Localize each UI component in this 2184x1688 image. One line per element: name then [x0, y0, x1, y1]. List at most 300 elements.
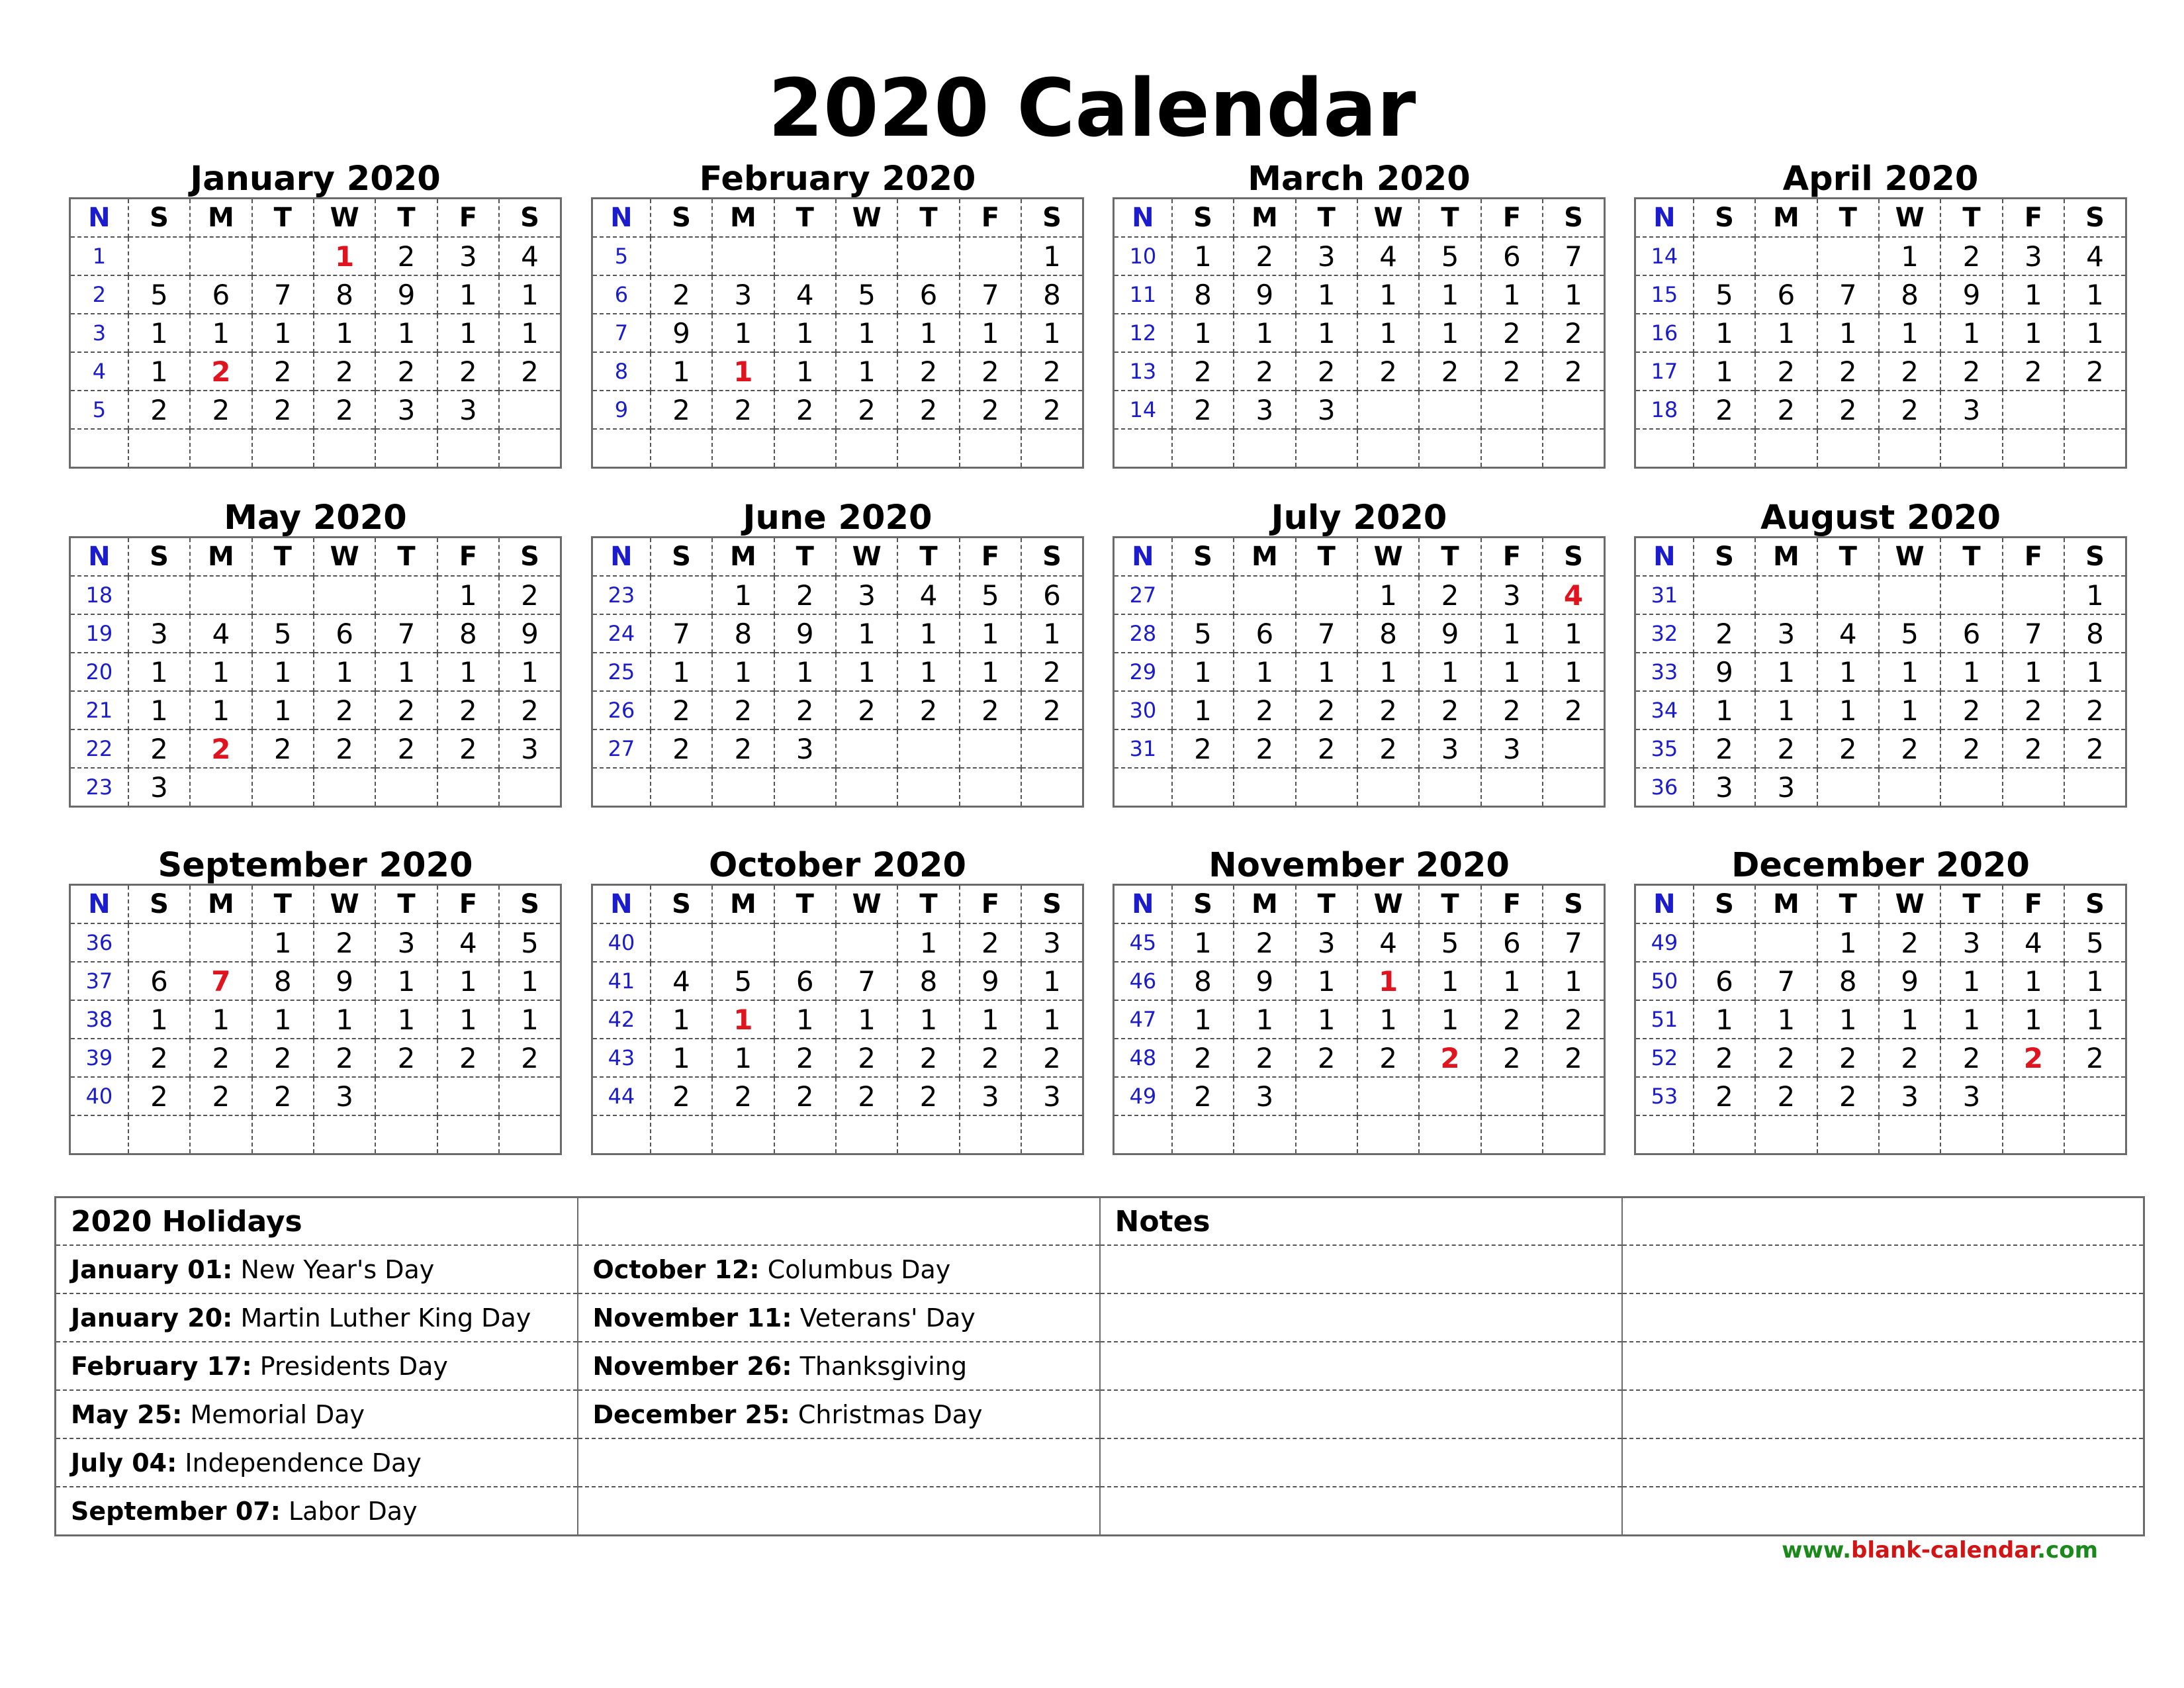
day-cell: 2 [1755, 1077, 1817, 1115]
weekday-header: F [437, 199, 499, 238]
month-block [1113, 845, 1606, 1155]
holidays-heading-blank [578, 1197, 1100, 1246]
weekday-header: M [712, 199, 774, 238]
day-cell: 1 [2064, 314, 2126, 352]
weekday-header: F [1481, 538, 1543, 577]
day-cell: 3 [1940, 923, 2002, 962]
week-number-header: N [1653, 541, 1676, 572]
holiday-date: December 25: [592, 1399, 790, 1429]
week-row [1114, 653, 1605, 691]
day-cell: 1 [1817, 653, 1879, 691]
holiday-date: November 11: [592, 1303, 792, 1333]
weekday-header: W [836, 538, 897, 577]
month-block [591, 498, 1084, 808]
day-cell: 2 [314, 391, 375, 429]
day-cell: 1 [1172, 1000, 1234, 1039]
day-cell: 2 [1879, 1039, 1940, 1077]
day-cell: 1 [1879, 237, 1940, 275]
day-cell: 2 [651, 275, 712, 314]
week-row [592, 391, 1083, 429]
day-cell [1172, 768, 1234, 807]
day-cell: 2 [1234, 729, 1295, 768]
day-cell: 2 [774, 1077, 836, 1115]
week-number: 4 [70, 352, 128, 391]
day-cell [1755, 1115, 1817, 1154]
week-row [1114, 691, 1605, 729]
weekday-header: W [1357, 885, 1419, 924]
day-cell: 2 [836, 1077, 897, 1115]
day-cell: 2 [774, 391, 836, 429]
week-row [70, 962, 561, 1000]
month-grid [591, 197, 1084, 469]
day-cell: 2 [1694, 729, 1755, 768]
notes-line[interactable] [1100, 1293, 1622, 1342]
weekday-header: S [1543, 538, 1604, 577]
day-cell: 6 [190, 275, 251, 314]
month-grid [1634, 536, 2127, 808]
day-cell: 2 [2003, 352, 2064, 391]
day-cell: 1 [1021, 1000, 1083, 1039]
day-cell: 7 [1543, 237, 1604, 275]
week-row [70, 923, 561, 962]
day-cell: 2 [1817, 352, 1879, 391]
day-cell: 2 [1419, 691, 1480, 729]
day-cell: 2 [1172, 1039, 1234, 1077]
day-cell [190, 768, 251, 807]
week-number: 27 [592, 729, 651, 768]
week-number: 18 [70, 576, 128, 614]
month-title: February 2020 [699, 160, 976, 199]
day-cell: 7 [836, 962, 897, 1000]
weekday-header: M [1234, 199, 1295, 238]
notes-line[interactable] [1100, 1245, 1622, 1293]
month-block [69, 845, 562, 1155]
day-cell: 1 [1296, 275, 1357, 314]
week-row [592, 691, 1083, 729]
day-cell: 2 [1755, 1039, 1817, 1077]
day-cell: 2 [651, 1077, 712, 1115]
day-cell: 2 [1755, 729, 1817, 768]
day-cell: 2 [1879, 391, 1940, 429]
holidays-table [54, 1196, 2145, 1536]
day-cell: 4 [897, 576, 959, 614]
day-cell: 1 [1357, 314, 1419, 352]
day-cell: 1 [437, 576, 499, 614]
notes-line[interactable] [1622, 1342, 2144, 1390]
week-number: 21 [70, 691, 128, 729]
day-cell: 1 [1817, 691, 1879, 729]
day-cell: 3 [1755, 768, 1817, 807]
day-cell [1543, 1115, 1604, 1154]
day-cell: 1 [437, 1000, 499, 1039]
weekday-header: T [1296, 885, 1357, 924]
weekday-header: S [1021, 885, 1083, 924]
weekday-header: F [960, 199, 1021, 238]
week-number: 27 [1114, 576, 1172, 614]
week-row [1635, 352, 2126, 391]
day-cell: 9 [375, 275, 437, 314]
day-cell: 2 [499, 352, 561, 391]
week-row [1114, 429, 1605, 468]
day-cell [1234, 1115, 1295, 1154]
day-cell [1296, 1077, 1357, 1115]
day-cell [651, 1115, 712, 1154]
week-number: 10 [1114, 237, 1172, 275]
week-row [1635, 729, 2126, 768]
day-cell: 9 [1234, 275, 1295, 314]
day-cell: 2 [1481, 1000, 1543, 1039]
day-cell: 2 [1481, 691, 1543, 729]
notes-line[interactable] [1622, 1293, 2144, 1342]
week-number-header: N [1132, 889, 1154, 919]
weekday-header: T [897, 538, 959, 577]
holiday-day-cell: 7 [190, 962, 251, 1000]
week-number: 23 [592, 576, 651, 614]
week-row [1635, 576, 2126, 614]
week-row [592, 653, 1083, 691]
day-cell [314, 1115, 375, 1154]
day-cell: 1 [1419, 962, 1480, 1000]
day-cell: 4 [437, 923, 499, 962]
day-cell: 7 [252, 275, 314, 314]
day-cell: 2 [1172, 352, 1234, 391]
holiday-day-cell: 4 [1543, 576, 1604, 614]
week-number: 46 [1114, 962, 1172, 1000]
day-cell [314, 576, 375, 614]
day-cell: 2 [1419, 352, 1480, 391]
week-row [592, 314, 1083, 352]
week-number: 25 [592, 653, 651, 691]
holiday-day-cell: 1 [712, 352, 774, 391]
day-cell [252, 429, 314, 468]
weekday-header: S [1694, 885, 1755, 924]
day-cell [1817, 768, 1879, 807]
weekday-header: M [1755, 199, 1817, 238]
day-cell [960, 237, 1021, 275]
week-row [592, 237, 1083, 275]
day-cell: 4 [190, 614, 251, 653]
day-cell [1940, 1115, 2002, 1154]
day-cell: 1 [252, 691, 314, 729]
day-cell: 2 [2064, 352, 2126, 391]
week-row [1635, 1077, 2126, 1115]
day-cell: 9 [1694, 653, 1755, 691]
weekday-header: W [314, 885, 375, 924]
day-cell: 2 [1879, 352, 1940, 391]
week-number: 24 [592, 614, 651, 653]
weekday-header: T [375, 885, 437, 924]
day-cell: 2 [314, 352, 375, 391]
day-cell [1357, 429, 1419, 468]
weekday-header: S [1021, 199, 1083, 238]
notes-line[interactable] [1100, 1487, 1622, 1536]
week-row [592, 923, 1083, 962]
week-number: 13 [1114, 352, 1172, 391]
holiday-entry [578, 1245, 1100, 1293]
day-cell: 4 [1817, 614, 1879, 653]
weekday-header: T [252, 538, 314, 577]
day-cell: 2 [1940, 237, 2002, 275]
month-title: December 2020 [1731, 846, 2030, 885]
weekday-header: F [2003, 199, 2064, 238]
day-cell: 2 [1817, 1077, 1879, 1115]
day-cell: 5 [499, 923, 561, 962]
footer-url[interactable] [1782, 1537, 2098, 1564]
week-number: 39 [70, 1039, 128, 1077]
day-cell [499, 1115, 561, 1154]
day-cell: 7 [1543, 923, 1604, 962]
week-row [1114, 1115, 1605, 1154]
week-number: 32 [1635, 614, 1694, 653]
day-cell: 3 [375, 923, 437, 962]
day-cell: 3 [437, 391, 499, 429]
notes-line[interactable] [1622, 1487, 2144, 1536]
week-row [1114, 391, 1605, 429]
day-cell: 1 [252, 314, 314, 352]
footer-suffix: .com [2037, 1537, 2098, 1564]
day-cell: 1 [1021, 614, 1083, 653]
weekday-header: F [2003, 538, 2064, 577]
week-number [1635, 429, 1694, 468]
day-cell: 1 [1234, 314, 1295, 352]
weekday-header: T [1419, 885, 1480, 924]
day-cell [1481, 391, 1543, 429]
day-cell [712, 923, 774, 962]
week-row [1114, 1077, 1605, 1115]
page-title: 2020 Calendar [768, 63, 1416, 155]
day-cell [836, 429, 897, 468]
day-cell: 1 [1419, 653, 1480, 691]
day-cell: 3 [1481, 729, 1543, 768]
weekday-header: T [252, 199, 314, 238]
week-row [592, 576, 1083, 614]
day-cell [1543, 729, 1604, 768]
day-cell: 1 [1879, 314, 1940, 352]
week-number: 6 [592, 275, 651, 314]
weekday-header-row [70, 885, 561, 924]
day-cell: 2 [1296, 691, 1357, 729]
week-number-header: N [1653, 889, 1676, 919]
holiday-name: Columbus Day [767, 1254, 951, 1284]
day-cell: 1 [1694, 314, 1755, 352]
day-cell [1021, 729, 1083, 768]
week-row [70, 237, 561, 275]
day-cell: 2 [1021, 691, 1083, 729]
day-cell: 2 [1172, 391, 1234, 429]
holiday-name: New Year's Day [240, 1254, 435, 1284]
day-cell [897, 1115, 959, 1154]
day-cell: 2 [1694, 1039, 1755, 1077]
day-cell: 1 [1296, 1000, 1357, 1039]
day-cell: 2 [1234, 237, 1295, 275]
day-cell [712, 768, 774, 807]
day-cell: 3 [128, 614, 190, 653]
week-row [1635, 1115, 2126, 1154]
day-cell: 1 [1021, 962, 1083, 1000]
day-cell: 2 [774, 1039, 836, 1077]
holiday-day-cell: 2 [190, 729, 251, 768]
week-row [1635, 1000, 2126, 1039]
day-cell [375, 1077, 437, 1115]
week-number: 14 [1635, 237, 1694, 275]
holiday-entry [56, 1390, 578, 1438]
day-cell: 1 [1419, 314, 1480, 352]
day-cell: 6 [1481, 237, 1543, 275]
day-cell: 8 [1021, 275, 1083, 314]
day-cell [897, 768, 959, 807]
day-cell: 1 [128, 352, 190, 391]
day-cell: 3 [1481, 576, 1543, 614]
day-cell: 2 [1357, 729, 1419, 768]
week-number [1114, 1115, 1172, 1154]
day-cell: 2 [2064, 691, 2126, 729]
weekday-header: T [1419, 538, 1480, 577]
weekday-header: S [1694, 199, 1755, 238]
week-number: 34 [1635, 691, 1694, 729]
day-cell: 2 [960, 691, 1021, 729]
day-cell: 1 [960, 1000, 1021, 1039]
weekday-header: W [836, 885, 897, 924]
day-cell: 8 [1879, 275, 1940, 314]
day-cell: 7 [1755, 962, 1817, 1000]
holidays-heading: 2020 Holidays [71, 1204, 302, 1239]
day-cell: 1 [1755, 314, 1817, 352]
weekday-header: S [651, 538, 712, 577]
day-cell [2064, 1115, 2126, 1154]
day-cell: 4 [1357, 923, 1419, 962]
day-cell [1543, 391, 1604, 429]
weekday-header: W [836, 199, 897, 238]
day-cell: 2 [437, 352, 499, 391]
day-cell: 1 [128, 1000, 190, 1039]
day-cell [2064, 391, 2126, 429]
weekday-header: T [1940, 538, 2002, 577]
notes-line[interactable] [1100, 1342, 1622, 1390]
week-row [1114, 237, 1605, 275]
day-cell: 2 [437, 691, 499, 729]
day-cell [651, 429, 712, 468]
day-cell [252, 237, 314, 275]
month-title: January 2020 [190, 160, 441, 199]
weekday-header: F [437, 538, 499, 577]
week-number: 8 [592, 352, 651, 391]
day-cell: 5 [836, 275, 897, 314]
day-cell [499, 429, 561, 468]
day-cell [314, 768, 375, 807]
day-cell: 2 [1755, 352, 1817, 391]
month-block [69, 159, 562, 469]
day-cell: 2 [1817, 391, 1879, 429]
day-cell [1694, 576, 1755, 614]
day-cell [1817, 237, 1879, 275]
day-cell: 1 [499, 275, 561, 314]
day-cell: 2 [1296, 352, 1357, 391]
week-number: 22 [70, 729, 128, 768]
day-cell: 1 [375, 314, 437, 352]
weekday-header-row [1635, 885, 2126, 924]
week-number-header: N [1132, 203, 1154, 233]
day-cell: 1 [1879, 1000, 1940, 1039]
day-cell: 5 [2064, 923, 2126, 962]
day-cell: 1 [252, 923, 314, 962]
day-cell [1419, 1115, 1480, 1154]
day-cell: 1 [1172, 237, 1234, 275]
notes-line[interactable] [1622, 1438, 2144, 1487]
day-cell: 1 [1543, 275, 1604, 314]
day-cell [1419, 768, 1480, 807]
notes-line[interactable] [1622, 1390, 2144, 1438]
week-number: 9 [592, 391, 651, 429]
day-cell: 3 [1021, 1077, 1083, 1115]
week-number: 37 [70, 962, 128, 1000]
day-cell: 5 [712, 962, 774, 1000]
notes-line[interactable] [1100, 1438, 1622, 1487]
day-cell: 1 [1357, 576, 1419, 614]
day-cell: 1 [2003, 275, 2064, 314]
week-row [1114, 614, 1605, 653]
holidays-section [54, 1196, 2143, 1536]
weekday-header: T [1817, 885, 1879, 924]
day-cell: 1 [499, 653, 561, 691]
day-cell: 1 [128, 653, 190, 691]
day-cell: 1 [836, 352, 897, 391]
day-cell: 3 [1234, 1077, 1295, 1115]
notes-line[interactable] [1622, 1245, 2144, 1293]
week-number [70, 429, 128, 468]
month-grid [1113, 536, 1606, 808]
holiday-date: October 12: [592, 1254, 760, 1284]
weekday-header: T [1940, 885, 2002, 924]
day-cell: 2 [1296, 729, 1357, 768]
day-cell: 2 [1481, 1039, 1543, 1077]
day-cell: 2 [499, 576, 561, 614]
day-cell: 2 [897, 352, 959, 391]
day-cell: 1 [437, 314, 499, 352]
week-number: 16 [1635, 314, 1694, 352]
day-cell: 3 [1021, 923, 1083, 962]
day-cell: 3 [128, 768, 190, 807]
weekday-header-row [1635, 538, 2126, 577]
day-cell: 1 [1940, 653, 2002, 691]
notes-line[interactable] [1100, 1390, 1622, 1438]
day-cell: 8 [1357, 614, 1419, 653]
day-cell: 9 [1879, 962, 1940, 1000]
week-row [1635, 1039, 2126, 1077]
day-cell: 1 [712, 653, 774, 691]
day-cell: 3 [2003, 237, 2064, 275]
weekday-header: F [2003, 885, 2064, 924]
day-cell: 1 [712, 314, 774, 352]
day-cell [1755, 576, 1817, 614]
week-number-header: N [610, 889, 633, 919]
holiday-row [56, 1342, 2144, 1390]
day-cell: 1 [190, 691, 251, 729]
weekday-header: S [499, 199, 561, 238]
day-cell [1172, 1115, 1234, 1154]
day-cell: 2 [375, 691, 437, 729]
weekday-header: S [1172, 199, 1234, 238]
week-row [70, 768, 561, 807]
day-cell: 5 [1879, 614, 1940, 653]
day-cell: 8 [897, 962, 959, 1000]
day-cell: 2 [774, 576, 836, 614]
holiday-name: Thanksgiving [799, 1351, 968, 1381]
week-row [592, 1000, 1083, 1039]
day-cell: 4 [1357, 237, 1419, 275]
week-number [592, 429, 651, 468]
weekday-header: F [1481, 885, 1543, 924]
week-number: 3 [70, 314, 128, 352]
